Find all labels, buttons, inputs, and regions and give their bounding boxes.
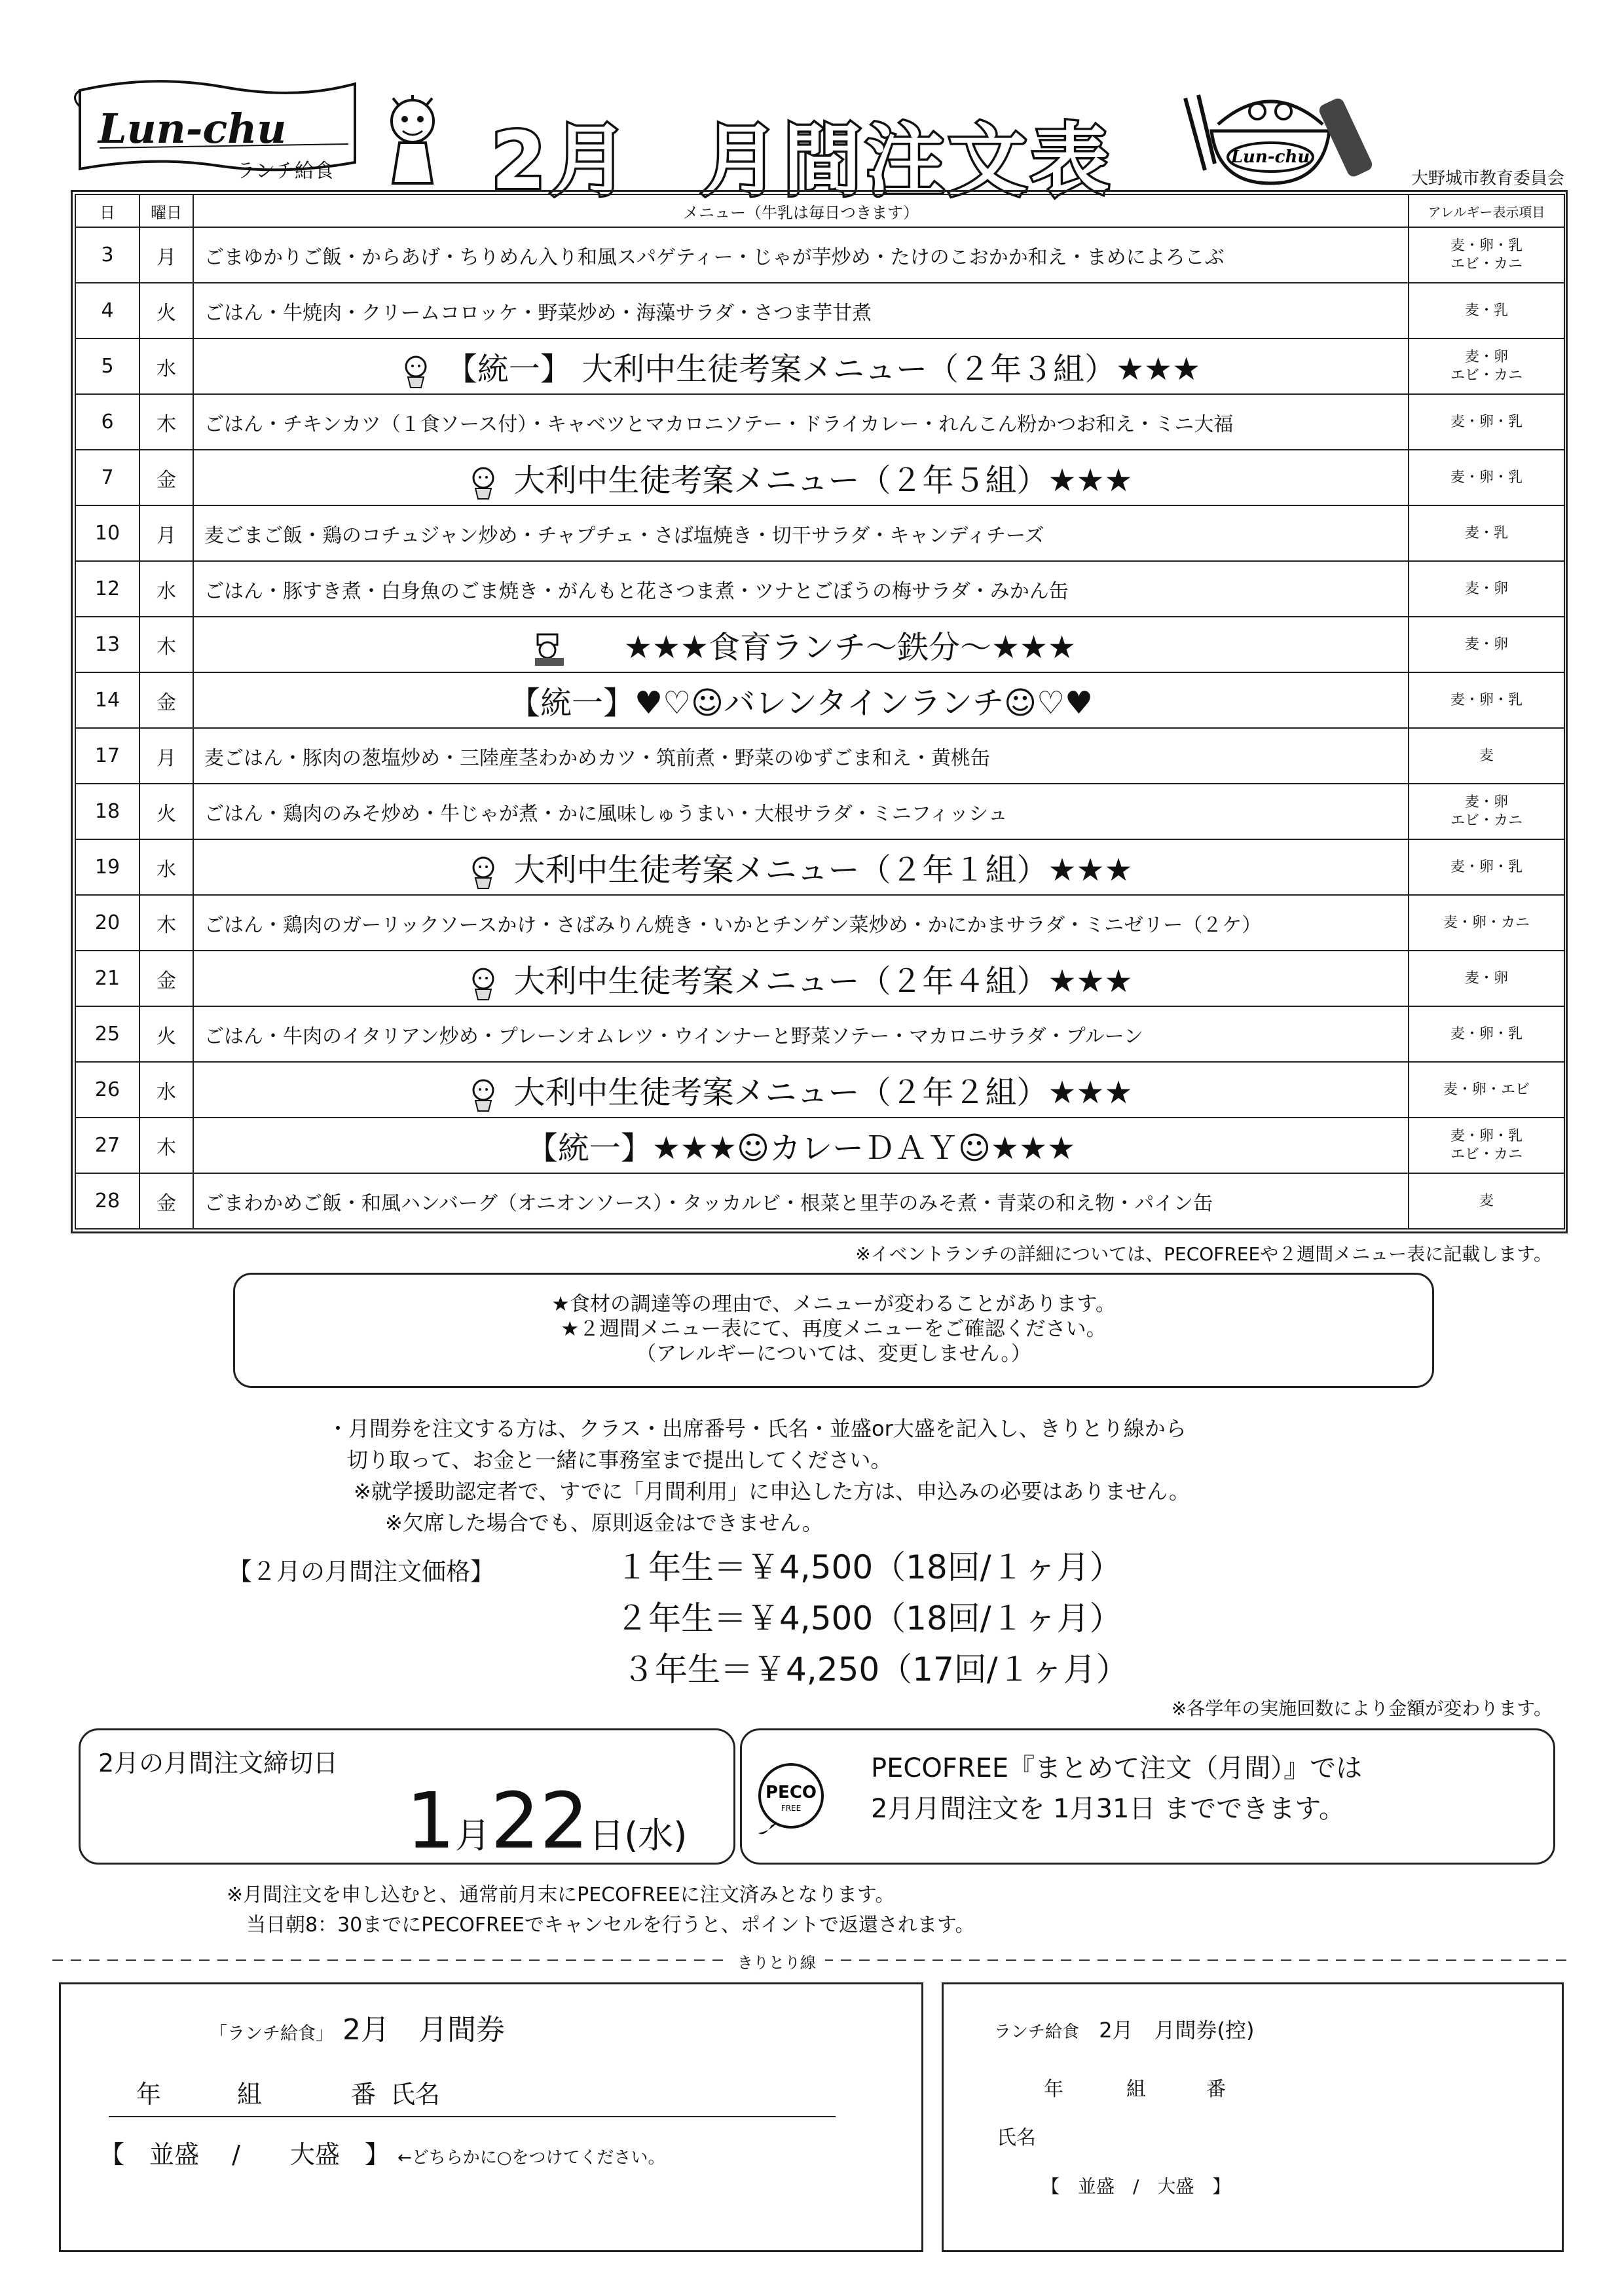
column-header-allergy: アレルギー表示項目: [1409, 194, 1564, 227]
ticket-student-field[interactable]: [109, 2061, 836, 2117]
deadline-day: 22: [490, 1776, 589, 1866]
row-allergy: [1409, 951, 1564, 1006]
row-day: 26: [75, 1062, 139, 1118]
allergy-line: 麦・卵・乳: [1450, 691, 1522, 708]
row-weekday: 金: [139, 1173, 193, 1229]
table-row: [75, 1006, 1564, 1062]
row-allergy: [1409, 1062, 1564, 1118]
allergy-line: 麦・卵・乳: [1450, 237, 1522, 254]
ticket-prefix: 「ランチ給食」: [210, 2024, 333, 2044]
student-mascot-icon: [469, 966, 498, 1001]
row-menu: [193, 672, 1409, 728]
table-row: [75, 338, 1564, 394]
svg-text:Lun-chu: Lun-chu: [1230, 147, 1310, 167]
row-weekday: 金: [139, 672, 193, 728]
pecofree-note-line: 当日朝8：30までにPECOFREEでキャンセルを行うと、ポイントで返還されます。: [246, 1914, 975, 1937]
row-weekday: 水: [139, 839, 193, 895]
title-month: 2月: [491, 116, 633, 207]
price-grade-1: １年生＝￥4,500（18回/１ヶ月）: [616, 1548, 1122, 1586]
row-menu-text: ごはん・牛肉のイタリアン炒め・プレーンオムレツ・ウインナーと野菜ソテー・マカロニサラダ・プルーン: [204, 1025, 1143, 1048]
pecofree-line-1: PECOFREE『まとめて注文（月間）』では: [871, 1753, 1363, 1783]
allergy-line: 麦: [1479, 1192, 1494, 1209]
row-menu-text: ごはん・チキンカツ（１食ソース付）・キャベツとマカロニソテー・ドライカレー・れんこん粉かつお和え・ミニ大福: [204, 412, 1234, 436]
allergy-line: エビ・カニ: [1450, 1146, 1522, 1163]
allergy-line: 麦・卵: [1464, 970, 1508, 987]
ticket-title: [210, 2006, 505, 2048]
student-mascot-icon: [469, 465, 498, 500]
row-weekday: 月: [139, 728, 193, 784]
table-row: [75, 951, 1564, 1006]
deadline-month: 1: [406, 1776, 456, 1866]
column-header-weekday: 曜日: [139, 194, 193, 227]
row-allergy: [1409, 450, 1564, 505]
row-menu-text: ごはん・鶏肉のみそ炒め・牛じゃが煮・かに風味しゅうまい・大根サラダ・ミニフィッシュ: [204, 802, 1008, 826]
pecofree-badge-text: PECO: [766, 1783, 817, 1802]
pecofree-note-line: ※月間注文を申し込むと、通常前月末にPECOFREEに注文済みとなります。: [227, 1884, 895, 1906]
table-row: [75, 784, 1564, 839]
row-menu-text: ごはん・牛焼肉・クリームコロッケ・野菜炒め・海藻サラダ・さつま芋甘煮: [204, 301, 872, 325]
ticket-year-label: 年: [136, 2080, 162, 2109]
row-menu: [193, 728, 1409, 784]
row-weekday: 木: [139, 1118, 193, 1173]
pecofree-note: [227, 1880, 974, 1941]
row-menu-text: 大利中生徒考案メニュー（２年１組）★★★: [513, 852, 1133, 888]
table-row: [75, 561, 1564, 617]
allergy-line: 麦・卵: [1464, 636, 1508, 653]
row-menu-text: ごまわかめご飯・和風ハンバーグ（オニオンソース）・タッカルビ・根菜と里芋のみそ煮・青菜の和え物・パイン缶: [204, 1192, 1213, 1215]
row-allergy: [1409, 227, 1564, 283]
allergy-line: 麦・卵: [1464, 348, 1508, 365]
allergy-line: 麦・卵・エビ: [1443, 1081, 1530, 1098]
row-menu-text: 麦ごはん・豚肉の葱塩炒め・三陸産茎わかめカツ・筑前煮・野菜のゆずごま和え・黄桃缶: [204, 746, 990, 770]
cut-line-label: きりとり線: [728, 1950, 825, 1973]
ticket-choice-note: ←どちらかに○をつけてください。: [397, 2148, 665, 2168]
row-day: 21: [75, 951, 139, 1006]
row-menu-text: 【統一】♥♡☺バレンタインランチ☺♡♥: [508, 685, 1094, 721]
row-menu: [193, 450, 1409, 505]
row-menu: [193, 951, 1409, 1006]
table-row: [75, 728, 1564, 784]
row-menu-text: 大利中生徒考案メニュー（２年４組）★★★: [513, 963, 1133, 1000]
allergy-line: 麦・卵・乳: [1450, 858, 1522, 875]
mascot-character-icon: [373, 92, 452, 190]
row-weekday: 火: [139, 283, 193, 338]
row-allergy: [1409, 895, 1564, 951]
row-day: 19: [75, 839, 139, 895]
stub-year-label: 年: [1044, 2078, 1063, 2101]
row-weekday: 木: [139, 617, 193, 672]
row-menu: [193, 895, 1409, 951]
row-allergy: [1409, 784, 1564, 839]
allergy-line: エビ・カニ: [1450, 812, 1522, 829]
menu-change-notice: [233, 1273, 1434, 1388]
allergy-line: 麦・卵・乳: [1450, 413, 1522, 430]
row-day: 20: [75, 895, 139, 951]
notice-line: （アレルギーについては、変更しません。）: [636, 1342, 1031, 1366]
table-row: [75, 839, 1564, 895]
allergy-line: 麦・卵・乳: [1450, 1127, 1522, 1144]
pecofree-badge-sub: FREE: [781, 1804, 802, 1813]
row-day: 7: [75, 450, 139, 505]
student-mascot-icon: [469, 854, 498, 890]
ticket-name-label: 氏名: [390, 2080, 441, 2109]
table-row: [75, 617, 1564, 672]
row-day: 12: [75, 561, 139, 617]
ticket-class-label: 組: [237, 2080, 263, 2109]
table-row: [75, 895, 1564, 951]
deadline-month-unit: 月: [455, 1815, 491, 1856]
row-menu: [193, 1118, 1409, 1173]
row-menu: [193, 561, 1409, 617]
row-weekday: 金: [139, 951, 193, 1006]
row-day: 3: [75, 227, 139, 283]
row-day: 18: [75, 784, 139, 839]
row-menu: [193, 1062, 1409, 1118]
row-menu: [193, 227, 1409, 283]
row-weekday: 水: [139, 1062, 193, 1118]
row-day: 25: [75, 1006, 139, 1062]
stub-prefix: ランチ給食: [994, 2022, 1080, 2042]
row-weekday: 金: [139, 450, 193, 505]
logo-text: Lun-chu: [98, 105, 287, 153]
table-row: [75, 227, 1564, 283]
instruction-line: ・月間券を注文する方は、クラス・出席番号・氏名・並盛or大盛を記入し、きりとり線から: [327, 1416, 1187, 1441]
row-allergy: [1409, 728, 1564, 784]
row-day: 28: [75, 1173, 139, 1229]
allergy-line: 麦・卵・乳: [1450, 1025, 1522, 1042]
instruction-line: ※欠席した場合でも、原則返金はできません。: [385, 1510, 823, 1535]
price-note: ※各学年の実施回数により金額が変わります。: [1171, 1698, 1552, 1719]
row-menu: [193, 784, 1409, 839]
student-mascot-icon: [469, 1077, 498, 1112]
row-menu: [193, 1173, 1409, 1229]
row-weekday: 火: [139, 1006, 193, 1062]
table-row: [75, 1118, 1564, 1173]
price-grade-2: ２年生＝￥4,500（18回/１ヶ月）: [616, 1599, 1122, 1637]
row-menu-text: 麦ごまご飯・鶏のコチュジャン炒め・チャプチェ・さば塩焼き・切干サラダ・キャンディチーズ: [204, 524, 1044, 547]
row-allergy: [1409, 283, 1564, 338]
order-instructions: [327, 1413, 1190, 1539]
row-allergy: [1409, 1118, 1564, 1173]
table-row: [75, 672, 1564, 728]
row-allergy: [1409, 561, 1564, 617]
row-allergy: [1409, 1173, 1564, 1229]
monthly-menu-table: [75, 194, 1565, 1230]
row-allergy: [1409, 1006, 1564, 1062]
row-day: 14: [75, 672, 139, 728]
ticket-size-choice[interactable]: [100, 2134, 665, 2170]
deadline-title: 2月の月間注文締切日: [98, 1749, 339, 1777]
stub-title: [994, 2014, 1255, 2044]
allergy-line: 麦・卵: [1464, 580, 1508, 597]
row-menu-text: 大利中生徒考案メニュー（２年２組）★★★: [513, 1074, 1133, 1111]
row-menu-text: ごまゆかりご飯・からあげ・ちりめん入り和風スパゲティー・じゃが芋炒め・たけのこおかか和え・まめによろこぶ: [204, 246, 1225, 269]
student-mascot-icon: [401, 354, 430, 389]
notice-line: ★２週間メニュー表にて、再度メニューをご確認ください。: [561, 1317, 1107, 1341]
allergy-line: 麦・乳: [1464, 302, 1508, 319]
stub-number-label: 番: [1206, 2078, 1226, 2101]
row-day: 5: [75, 338, 139, 394]
row-menu: [193, 505, 1409, 561]
instruction-line: 切り取って、お金と一緒に事務室まで提出してください。: [347, 1448, 892, 1472]
deadline-day-unit: 日(水): [589, 1815, 688, 1856]
row-allergy: [1409, 672, 1564, 728]
row-menu: [193, 839, 1409, 895]
table-row: [75, 450, 1564, 505]
row-menu: [193, 617, 1409, 672]
table-row: [75, 1173, 1564, 1229]
row-weekday: 月: [139, 227, 193, 283]
allergy-line: エビ・カニ: [1450, 367, 1522, 384]
allergy-line: 麦・卵: [1464, 793, 1508, 811]
organization-name: 大野城市教育委員会: [1411, 169, 1565, 189]
column-header-menu: メニュー（牛乳は毎日つきます）: [193, 194, 1409, 227]
row-weekday: 月: [139, 505, 193, 561]
stub-title-text: 2月 月間券(控): [1099, 2018, 1255, 2043]
row-menu-text: 【統一】★★★☺カレーＤＡＹ☺★★★: [526, 1130, 1076, 1167]
ticket-choice-options[interactable]: 【 並盛 / 大盛 】: [100, 2140, 390, 2169]
row-menu: [193, 1006, 1409, 1062]
row-allergy: [1409, 338, 1564, 394]
row-day: 27: [75, 1118, 139, 1173]
row-day: 10: [75, 505, 139, 561]
allergy-line: 麦・卵・乳: [1450, 469, 1522, 486]
row-day: 4: [75, 283, 139, 338]
stub-size-choice[interactable]: 【 並盛 / 大盛 】: [1041, 2176, 1231, 2197]
row-allergy: [1409, 394, 1564, 450]
pecofree-line-2: 2月月間注文を 1月31日 までできます。: [871, 1794, 1346, 1824]
rice-bowl-mascot-icon: [1159, 85, 1388, 196]
ticket-number-label: 番: [351, 2080, 377, 2109]
pecofree-logo-icon: [752, 1760, 830, 1838]
event-lunch-note: ※イベントランチの詳細については、PECOFREEや２週間メニュー表に記載します。: [855, 1243, 1552, 1265]
row-day: 13: [75, 617, 139, 672]
chef-mascot-icon: [526, 632, 572, 667]
price-grade-3: ３年生＝￥4,250（17回/１ヶ月）: [622, 1650, 1129, 1688]
menu-table-body: [75, 227, 1564, 1229]
row-menu-text: ごはん・豚すき煮・白身魚のごま焼き・がんもと花さつま煮・ツナとごぼうの梅サラダ・みかん缶: [204, 579, 1069, 603]
row-menu-text: 【統一】 大利中生徒考案メニュー（２年３組）★★★: [445, 351, 1201, 388]
row-allergy: [1409, 617, 1564, 672]
column-header-day: 日: [75, 194, 139, 227]
stub-class-label: 組: [1126, 2078, 1146, 2101]
row-allergy: [1409, 505, 1564, 561]
row-day: 6: [75, 394, 139, 450]
allergy-line: エビ・カニ: [1450, 255, 1522, 272]
allergy-line: 麦・乳: [1464, 524, 1508, 541]
row-weekday: 木: [139, 394, 193, 450]
table-row: [75, 505, 1564, 561]
row-allergy: [1409, 839, 1564, 895]
row-menu-text: ごはん・鶏肉のガーリックソースかけ・さばみりん焼き・いかとチンゲン菜炒め・かにかまサラダ・ミニゼリー（２ケ）: [204, 913, 1262, 937]
allergy-line: 麦・卵・カニ: [1443, 914, 1530, 931]
row-menu: [193, 283, 1409, 338]
row-menu-text: 大利中生徒考案メニュー（２年５組）★★★: [513, 462, 1133, 499]
row-weekday: 火: [139, 784, 193, 839]
table-row: [75, 283, 1564, 338]
allergy-line: 麦: [1479, 747, 1494, 764]
row-menu: [193, 394, 1409, 450]
stub-name-label[interactable]: 氏名: [997, 2126, 1036, 2149]
row-weekday: 木: [139, 895, 193, 951]
instruction-line: ※就学援助認定者で、すでに「月間利用」に申込した方は、申込みの必要はありません。: [354, 1479, 1190, 1504]
pecofree-message: [871, 1748, 1362, 1829]
notice-line: ★食材の調達等の理由で、メニューが変わることがあります。: [551, 1292, 1116, 1316]
logo-subtitle: ランチ給食: [236, 160, 334, 183]
ticket-title-text: 2月 月間券: [342, 2013, 505, 2047]
row-weekday: 水: [139, 561, 193, 617]
table-row: [75, 394, 1564, 450]
row-day: 17: [75, 728, 139, 784]
row-menu-text: ★★★食育ランチ～鉄分～★★★: [623, 629, 1077, 666]
price-label: 【２月の月間注文価格】: [228, 1558, 494, 1586]
deadline-date: [406, 1776, 687, 1866]
row-menu: [193, 338, 1409, 394]
page-title: 月間注文表: [701, 116, 1113, 207]
table-row: [75, 1062, 1564, 1118]
row-weekday: 水: [139, 338, 193, 394]
